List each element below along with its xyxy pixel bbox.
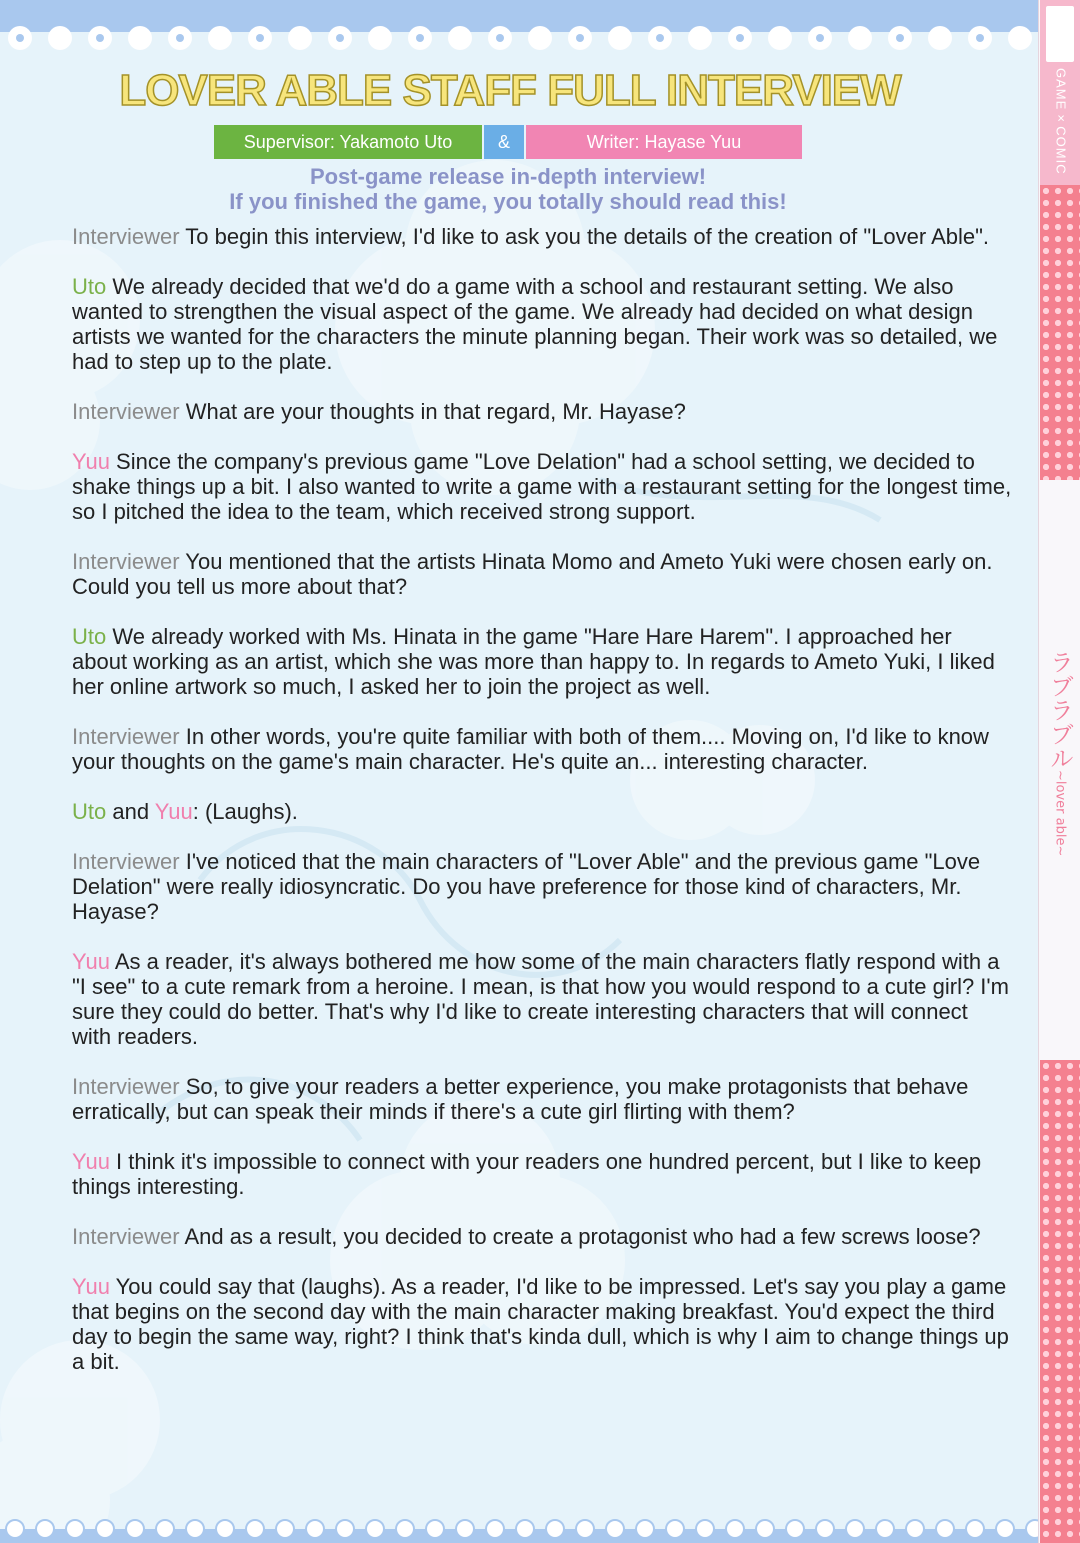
writer-credit: Writer: Hayase Yuu xyxy=(526,125,802,159)
speaker-label: Yuu xyxy=(72,1149,110,1174)
speaker-label: Uto xyxy=(72,624,107,649)
speaker-label-2: Yuu xyxy=(154,799,193,824)
supervisor-credit: Supervisor: Yakamoto Uto xyxy=(214,125,482,159)
speaker-label: Interviewer xyxy=(72,1224,180,1249)
side-polka-top xyxy=(1040,185,1080,480)
paragraph-text: : (Laughs). xyxy=(192,799,298,824)
subtitle-line-2: If you finished the game, you totally should read this! xyxy=(229,189,787,214)
speaker-label: Interviewer xyxy=(72,399,180,424)
paragraph-text: In other words, you're quite familiar with both of them.... Moving on, I'd like to know your thoughts on the game's main character. He's quite an... interesting character. xyxy=(72,724,989,774)
interview-paragraph xyxy=(72,549,1012,599)
subtitle-line-1: Post-game release in-depth interview! xyxy=(309,164,707,189)
speaker-label: Interviewer xyxy=(72,549,180,574)
paragraph-text: We already worked with Ms. Hinata in the game "Hare Hare Harem". I approached her about working as an artist, which she was more than happy to. In regards to Ameto Yuki, I liked her online artwork so much, I asked her to join the project as well. xyxy=(72,624,995,699)
speaker-joiner: and xyxy=(106,799,155,824)
interview-paragraph xyxy=(72,624,1012,699)
interview-paragraph xyxy=(72,1274,1012,1374)
paragraph-text: We already decided that we'd do a game with a school and restaurant setting. We also wanted to strengthen the visual aspect of the game. We already had decided on what design artists we wanted for the characters the minute planning began. Their work was so detailed, we had to step up to the plate. xyxy=(72,274,998,374)
speaker-label: Interviewer xyxy=(72,849,180,874)
side-title-en: ~lover able~ xyxy=(1052,770,1068,857)
side-logo-box xyxy=(1046,6,1074,62)
side-logo-text: GAME×COMIC xyxy=(1053,68,1069,175)
side-title xyxy=(1040,650,1080,910)
paragraph-text: What are your thoughts in that regard, Mr. Hayase? xyxy=(179,399,686,424)
interview-paragraph xyxy=(72,949,1012,1049)
ampersand-credit: & xyxy=(484,125,524,159)
paragraph-text: And as a result, you decided to create a protagonist who had a few screws loose? xyxy=(179,1224,981,1249)
speaker-label: Yuu xyxy=(72,949,110,974)
paragraph-text: You mentioned that the artists Hinata Momo and Ameto Yuki were chosen early on. Could you tell us more about that? xyxy=(72,549,993,599)
paragraph-text: Since the company's previous game "Love Delation" had a school setting, we decided to shake things up a bit. I also wanted to write a game with a restaurant setting for the longest time, so I pitched the idea to the team, which received strong support. xyxy=(72,449,1012,524)
top-lace-border xyxy=(0,0,1040,60)
paragraph-text: You could say that (laughs). As a reader, I'd like to be impressed. Let's say you play a game that begins on the second day with the main character making breakfast. You'd expect the third day to begin the same way, right? I think that's kinda dull, which is why I aim to change things up a bit. xyxy=(72,1274,1009,1374)
subtitle xyxy=(70,164,946,214)
page-title: LOVER ABLE STAFF FULL INTERVIEW xyxy=(119,66,901,115)
side-polka-bottom xyxy=(1040,1060,1080,1543)
interview-paragraph xyxy=(72,274,1012,374)
paragraph-text: I think it's impossible to connect with your readers one hundred percent, but I like to keep things interesting. xyxy=(72,1149,982,1199)
speaker-label: Yuu xyxy=(72,1274,110,1299)
paragraph-text: To begin this interview, I'd like to ask you the details of the creation of "Lover Able". xyxy=(179,224,990,249)
paragraph-text: So, to give your readers a better experience, you make protagonists that behave erratically, but can speak their minds if there's a cute girl flirting with them? xyxy=(72,1074,969,1124)
interview-paragraph xyxy=(72,449,1012,524)
speaker-label: Yuu xyxy=(72,449,110,474)
interview-paragraph xyxy=(72,399,1012,424)
interview-paragraph xyxy=(72,1224,1012,1249)
paragraph-text: As a reader, it's always bothered me how some of the main characters flatly respond with a "I see" to a cute remark from a heroine. I mean, is that how you would respond to a cute girl? I'm sure they could do better. That's why I'd like to create interesting characters that will connect with readers. xyxy=(72,949,1009,1049)
interview-paragraph xyxy=(72,1149,1012,1199)
bottom-lace-border xyxy=(0,1515,1040,1543)
interview-paragraph xyxy=(72,849,1012,924)
speaker-label: Uto xyxy=(72,274,107,299)
interview-paragraph xyxy=(72,1074,1012,1124)
side-title-jp: ラブラブル xyxy=(1045,650,1074,770)
speaker-label: Interviewer xyxy=(72,724,180,749)
interview-body xyxy=(72,224,1012,1399)
credits-bar xyxy=(214,125,802,159)
interview-paragraph xyxy=(72,724,1012,774)
speaker-label: Interviewer xyxy=(72,1074,180,1099)
interview-paragraph xyxy=(72,799,1012,824)
paragraph-text: I've noticed that the main characters of "Lover Able" and the previous game "Love Delation" were really idiosyncratic. Do you have preference for those kind of characters, Mr. Hayase? xyxy=(72,849,981,924)
speaker-label: Interviewer xyxy=(72,224,180,249)
interview-paragraph xyxy=(72,224,1012,249)
speaker-label: Uto xyxy=(72,799,107,824)
